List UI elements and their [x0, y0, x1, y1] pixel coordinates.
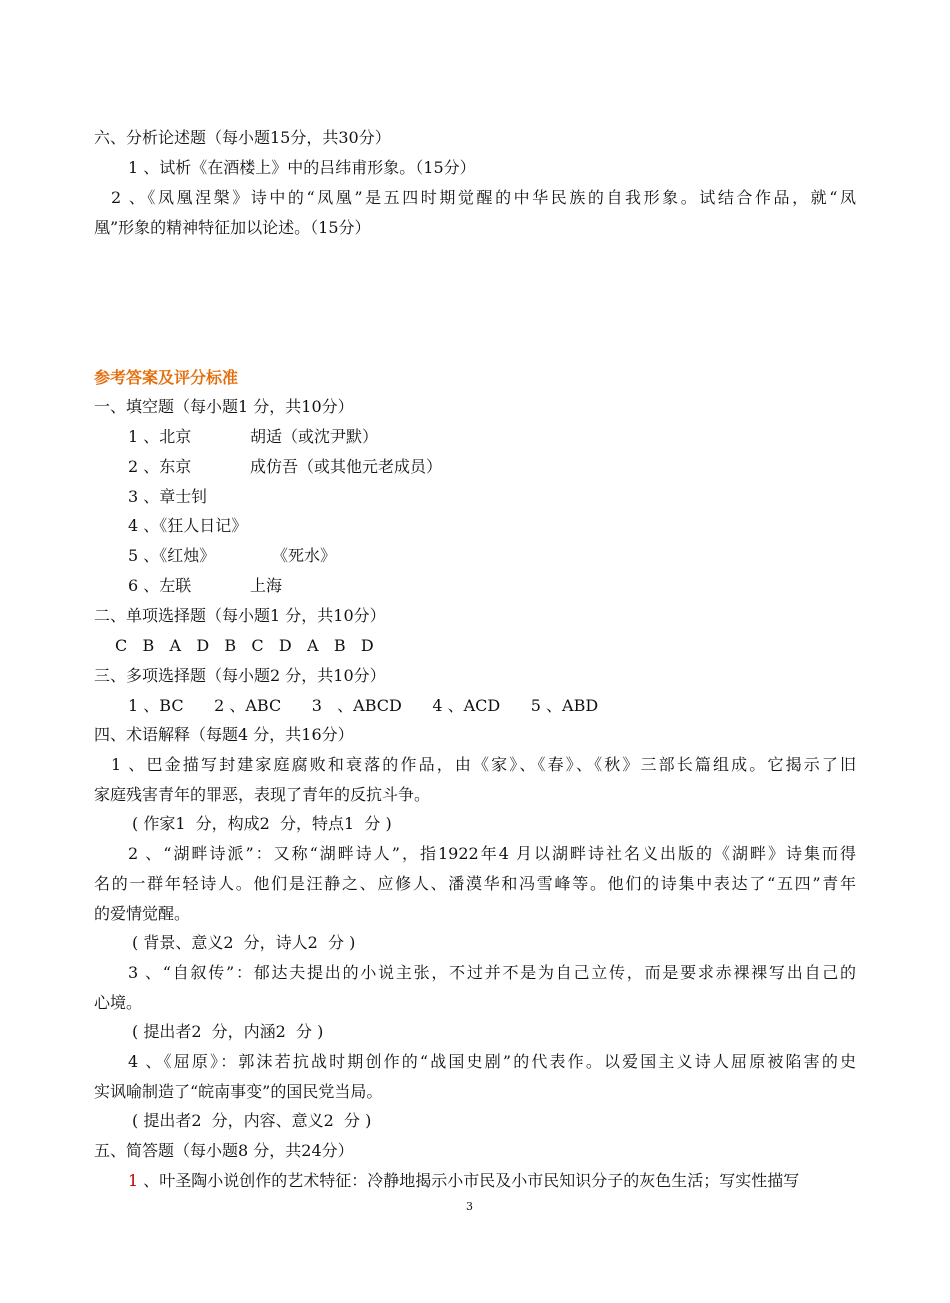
short-answer-1-text: 、叶圣陶小说创作的艺术特征：冷静地揭示小市民及小市民知识分子的灰色生活；写实性描写 — [138, 1171, 800, 1190]
section-6-heading: 六、分析论述题（每小题15分，共30分） — [94, 128, 391, 147]
section-4-heading: 四、术语解释（每题4 分，共16分） — [94, 725, 354, 744]
term-2-line-3: 的爱情觉醒。 — [94, 904, 191, 923]
term-2-line-1: 2 、“湖畔诗派”：又称“湖畔诗人”，指1922年4 月以湖畔诗社名义出版的《湖畔》诗集而得 — [128, 844, 856, 863]
term-3-line-1: 3 、“自叙传”：郁达夫提出的小说主张，不过并不是为自己立传，而是要求赤裸裸写出自己的 — [128, 963, 856, 982]
term-3-score: ( 提出者2 分，内涵2 分 ) — [132, 1022, 324, 1041]
term-2-line-2: 名的一群年轻诗人。他们是汪静之、应修人、潘漠华和冯雪峰等。他们的诗集中表达了“五四”青年 — [94, 874, 856, 893]
answers-title: 参考答案及评分标准 — [94, 368, 239, 387]
term-2-score: ( 背景、意义2 分，诗人2 分 ) — [132, 933, 356, 952]
section-1-heading: 一、填空题（每小题1 分，共10分） — [94, 397, 354, 416]
fill-answer-1-a: 1 、北京 — [128, 427, 192, 446]
page-number: 3 — [466, 1200, 473, 1213]
section-2-heading: 二、单项选择题（每小题1 分，共10分） — [94, 606, 386, 625]
fill-answer-5-b: 《死水》 — [272, 546, 337, 565]
term-4-score: ( 提出者2 分，内容、意义2 分 ) — [132, 1111, 372, 1130]
fill-answer-6-a: 6 、左联 — [128, 576, 192, 595]
fill-answer-5-a: 5 、《红烛》 — [128, 546, 216, 565]
multi-choice-answers: 1 、BC 2 、ABC 3 、ABCD 4 、ACD 5 、ABD — [128, 696, 599, 715]
term-4-line-1: 4 、《屈原》：郭沫若抗战时期创作的“战国史剧”的代表作。以爱国主义诗人屈原被陷害的史 — [128, 1052, 856, 1071]
fill-answer-2-a: 2 、东京 — [128, 457, 192, 476]
term-3-line-2: 心境。 — [94, 993, 143, 1012]
section-3-heading: 三、多项选择题（每小题2 分，共10分） — [94, 666, 386, 685]
term-1-line-1: 1 、巴金描写封建家庭腐败和衰落的作品，由《家》、《春》、《秋》三部长篇组成。它揭示了旧 — [111, 755, 856, 774]
section-6-question-2-line-1: 2 、《凤凰涅槃》诗中的“凤凰”是五四时期觉醒的中华民族的自我形象。试结合作品，就“凤 — [111, 188, 856, 207]
term-1-line-2: 家庭残害青年的罪恶，表现了青年的反抗斗争。 — [94, 785, 431, 804]
fill-answer-3-a: 3 、章士钊 — [128, 487, 208, 506]
single-choice-answers: C B A D B C D A B D — [115, 636, 374, 655]
section-5-heading: 五、简答题（每小题8 分，共24分） — [94, 1141, 354, 1160]
fill-answer-4-a: 4 、《狂人日记》 — [128, 516, 248, 535]
section-6-question-1: 1 、试析《在酒楼上》中的吕纬甫形象。（15分） — [128, 158, 476, 177]
short-answer-1 — [128, 1171, 856, 1191]
fill-answer-2-b: 成仿吾（或其他元老成员） — [250, 457, 443, 476]
term-1-score: ( 作家1 分，构成2 分，特点1 分 ) — [132, 814, 392, 833]
fill-answer-1-b: 胡适（或沈尹默） — [250, 427, 379, 446]
section-6-question-2-line-2: 凰”形象的精神特征加以论述。（15分） — [94, 218, 371, 237]
fill-answer-6-b: 上海 — [250, 576, 283, 595]
term-4-line-2: 实讽喻制造了“皖南事变”的国民党当局。 — [94, 1082, 383, 1101]
short-answer-1-number: 1 — [128, 1171, 139, 1190]
